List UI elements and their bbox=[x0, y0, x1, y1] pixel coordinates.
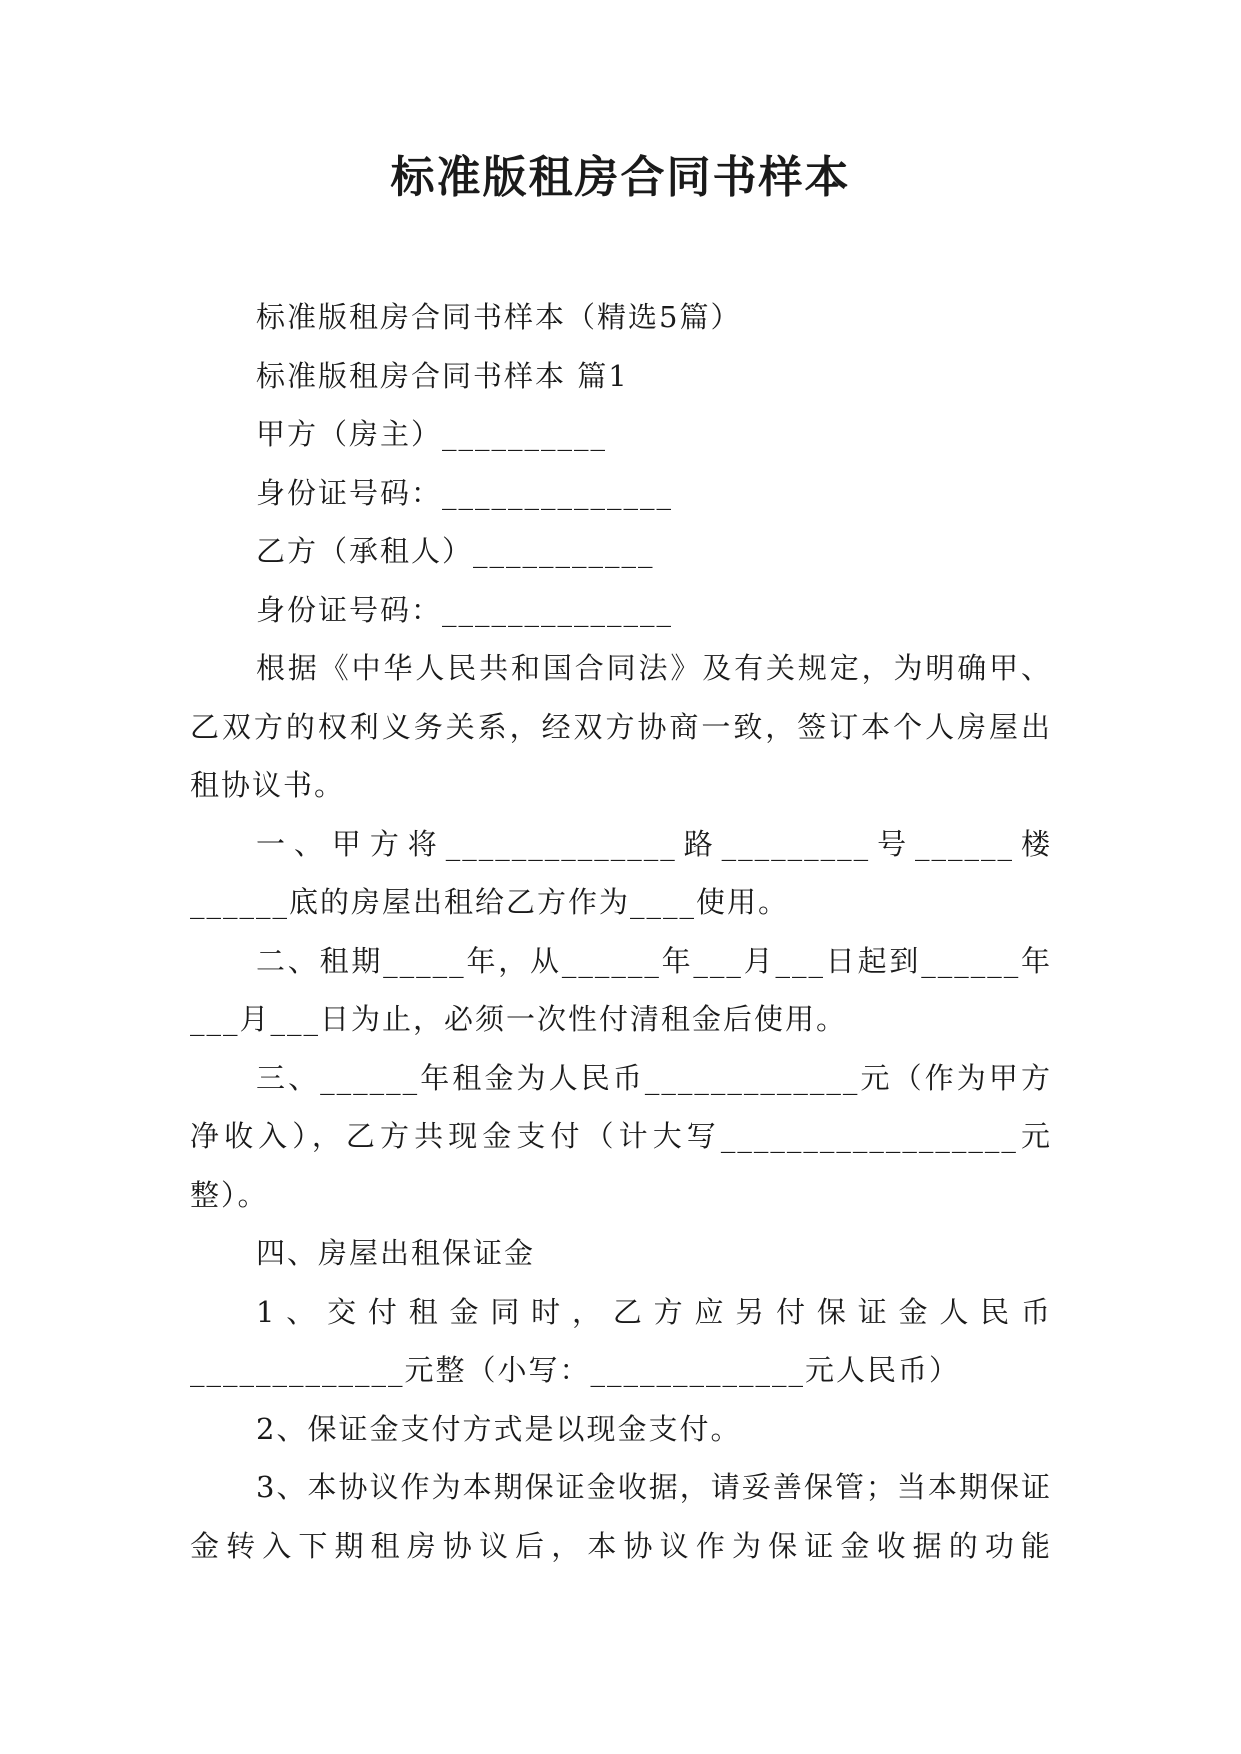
paragraph-section-heading: 标准版租房合同书样本 篇1 bbox=[256, 358, 629, 393]
paragraph-party-b-id: 身份证号码：______________ bbox=[256, 592, 674, 627]
paragraph-clause-4-item-3: 3、本协议作为本期保证金收据，请妥善保管；当本期保证金转入下期租房协议后，本协议作为保证金收据的功能 bbox=[190, 1470, 1052, 1563]
paragraph-preamble: 根据《中华人民共和国合同法》及有关规定，为明确甲、乙双方的权利义务关系，经双方协商一致，签订本个人房屋出租协议书。 bbox=[190, 651, 1052, 802]
paragraph-clause-4-item-2: 2、保证金支付方式是以现金支付。 bbox=[256, 1411, 742, 1446]
paragraph-clause-4-item-1: 1、交付租金同时，乙方应另付保证金人民币_____________元整（小写：_____________元人民币） bbox=[190, 1294, 1052, 1387]
paragraph-clause-4-heading: 四、房屋出租保证金 bbox=[256, 1236, 536, 1270]
paragraph-party-a: 甲方（房主）__________ bbox=[256, 417, 608, 451]
paragraph-party-a-id: 身份证号码：______________ bbox=[256, 475, 674, 510]
paragraph-subtitle: 标准版租房合同书样本（精选5篇） bbox=[256, 300, 742, 334]
paragraph-clause-1: 一、甲方将______________路_________号______楼______底的房屋出租给乙方作为____使用。 bbox=[190, 826, 1052, 919]
paragraph-clause-2: 二、租期_____年，从______年___月___日起到______年___月___日为止，必须一次性付清租金后使用。 bbox=[190, 943, 1052, 1036]
paragraph-party-b: 乙方（承租人）___________ bbox=[256, 534, 655, 568]
document-title: 标准版租房合同书样本 bbox=[390, 152, 851, 203]
paragraph-clause-3: 三、______年租金为人民币_____________元（作为甲方净收入），乙方共现金支付（计大写__________________元整）。 bbox=[190, 1060, 1052, 1212]
document-body bbox=[190, 288, 1052, 1575]
